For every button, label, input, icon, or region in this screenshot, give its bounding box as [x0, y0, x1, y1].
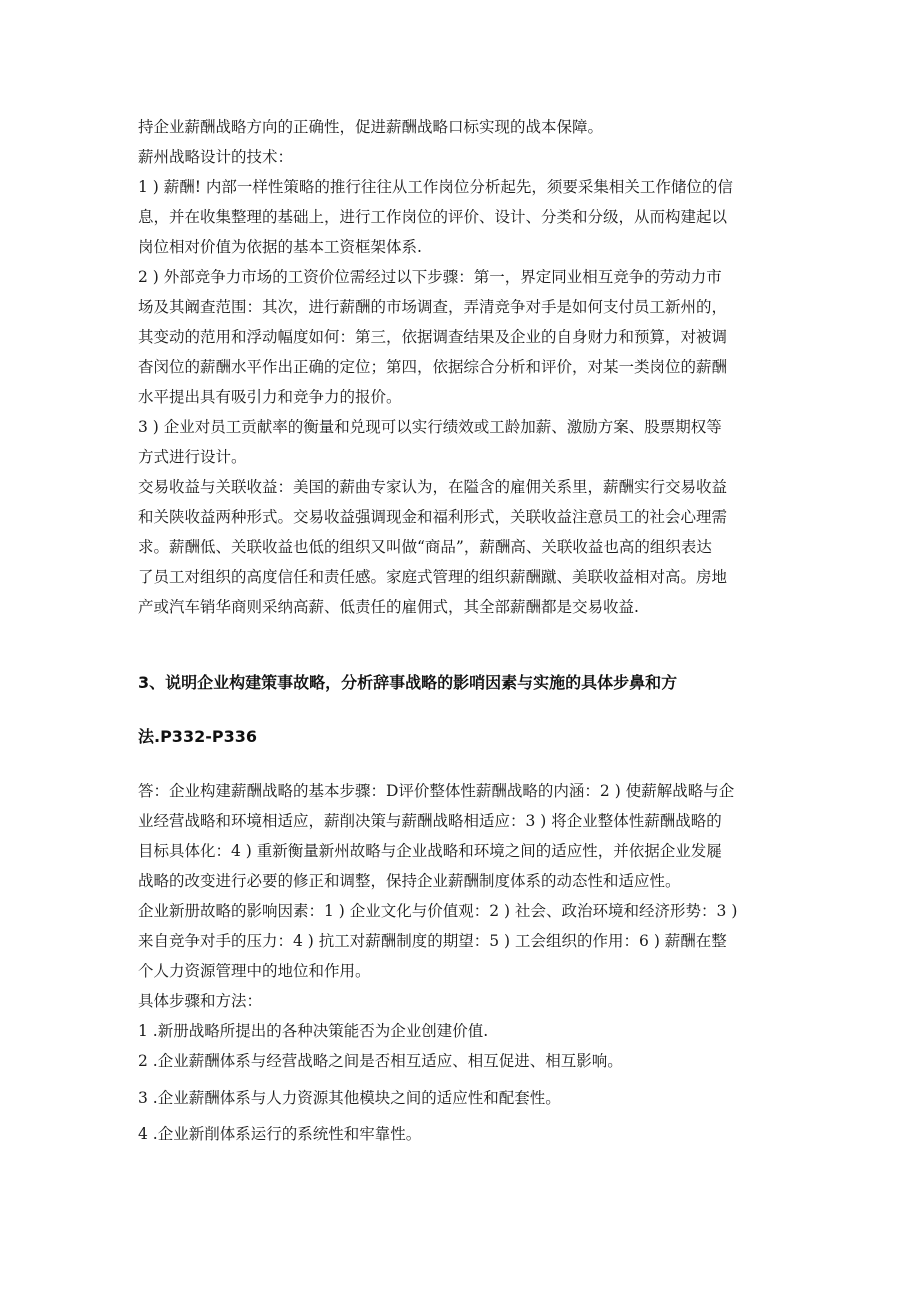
- paragraph-line: 战略的改变进行必要的修正和调整，保持企业薪酬制度体系的动态性和适应性。: [138, 872, 681, 890]
- body-section-1: [138, 112, 788, 622]
- paragraph-line: 求。薪酬低、关联收益也低的组织又叫做“商品”，薪酬高、关联收益也高的组织表达: [138, 538, 712, 556]
- paragraph-line: 答：企业构建薪酬战略的基本步骤：D评价整体性薪酬战略的内涵：2 ) 使薪解战略与企: [138, 782, 735, 800]
- paragraph-line: 3 ) 企业对员工贡献率的衡量和兑现可以实行绩效或工龄加薪、激励方案、股票期权等: [138, 418, 722, 436]
- paragraph-line: 3 .企业薪酬体系与人力资源其他模块之间的适应性和配套性。: [138, 1089, 561, 1107]
- paragraph-line: 其变动的范用和浮动幅度如何：第三，依据调查结果及企业的自身财力和预算，对被调: [138, 328, 728, 346]
- paragraph-line: 场及其阚查范围：其次，进行薪酬的市场调查，弄清竞争对手是如何支付员工新州的，: [138, 298, 728, 316]
- paragraph-line: 和关陕收益两种形式。交易收益强调现金和福利形式，关联收益注意员工的社会心理需: [138, 508, 728, 526]
- body-section-2: [138, 776, 788, 1076]
- paragraph-line: 来自竞争对手的压力：4 ) 抗工对薪酬制度的期望：5 ) 工会组织的作用：6 ) 薪酬在整: [138, 932, 727, 950]
- paragraph-line: 杳闵位的薪酬水平作出正确的定位；第四，依据综合分析和评价，对某一类岗位的薪酬: [138, 358, 728, 376]
- body-section-3: [138, 1083, 788, 1149]
- paragraph-line: 产或汽车销华商则采纳高薪、低责任的雇佣式，其全部薪酬都是交易收益.: [138, 598, 639, 616]
- paragraph-line: 1 ) 薪酬! 内部一样性策略的推行往往从工作岗位分析起先，须要采集相关工作储位的信: [138, 178, 733, 196]
- paragraph-line: 业经营战略和环境相适应，薪削决策与薪酬战略相适应：3 ) 将企业整体性薪酬战略的: [138, 812, 722, 830]
- paragraph-line: 目标具体化：4 ) 重新衡量新州故略与企业战略和环境之间的适应性，并依据企业发屣: [138, 842, 722, 860]
- paragraph-line: 薪州战略设计的技术：: [138, 148, 294, 166]
- paragraph-line: 1 .新册战略所提出的各种决策能否为企业创建价值.: [138, 1022, 489, 1040]
- paragraph-line: 岗位相对价值为依据的基本工资框架体系.: [138, 238, 422, 256]
- paragraph-line: 方式进行设计。: [138, 448, 247, 466]
- paragraph-line: 水平提出具有吸引力和竞争力的报价。: [138, 388, 402, 406]
- question-heading-line-1: 3、说明企业构建策事故略，分析辞事战略的影哨因素与实施的具体步鼻和方: [138, 673, 678, 692]
- paragraph-line: 2 ) 外部竞争力市场的工资价位需经过以下步骤：第一，界定同业相互竞争的劳动力市: [138, 268, 722, 286]
- paragraph-line: 4 .企业新削体系运行的系统性和牢靠性。: [138, 1125, 422, 1143]
- paragraph-line: 2 .企业薪酬体系与经营战略之间是否相互适应、相互促进、相互影响。: [138, 1052, 623, 1070]
- paragraph-line: 息，并在收集整理的基础上，进行工作岗位的评价、设计、分类和分级，从而构建起以: [138, 208, 728, 226]
- paragraph-line: 交易收益与关联收益：美国的薪曲专家认为，在隘含的雇佣关系里，薪酬实行交易收益: [138, 478, 728, 496]
- paragraph-line: 持企业薪酬战略方向的正确性，促进薪酬战略口标实现的战本保障。: [138, 118, 604, 136]
- paragraph-line: 具体步骤和方法：: [138, 992, 263, 1010]
- question-heading-line-2: 法.P332-P336: [138, 727, 257, 746]
- paragraph-line: 了员工对组织的高度信任和责任感。家庭式管理的组织薪酬蹴、美联收益相对高。房地: [138, 568, 728, 586]
- paragraph-line: 企业新册故略的影响因素：1 ) 企业文化与价值观：2 ) 社会、政治环境和经济形势：3 ): [138, 902, 738, 920]
- paragraph-line: 个人力资源管理中的地位和作用。: [138, 962, 371, 980]
